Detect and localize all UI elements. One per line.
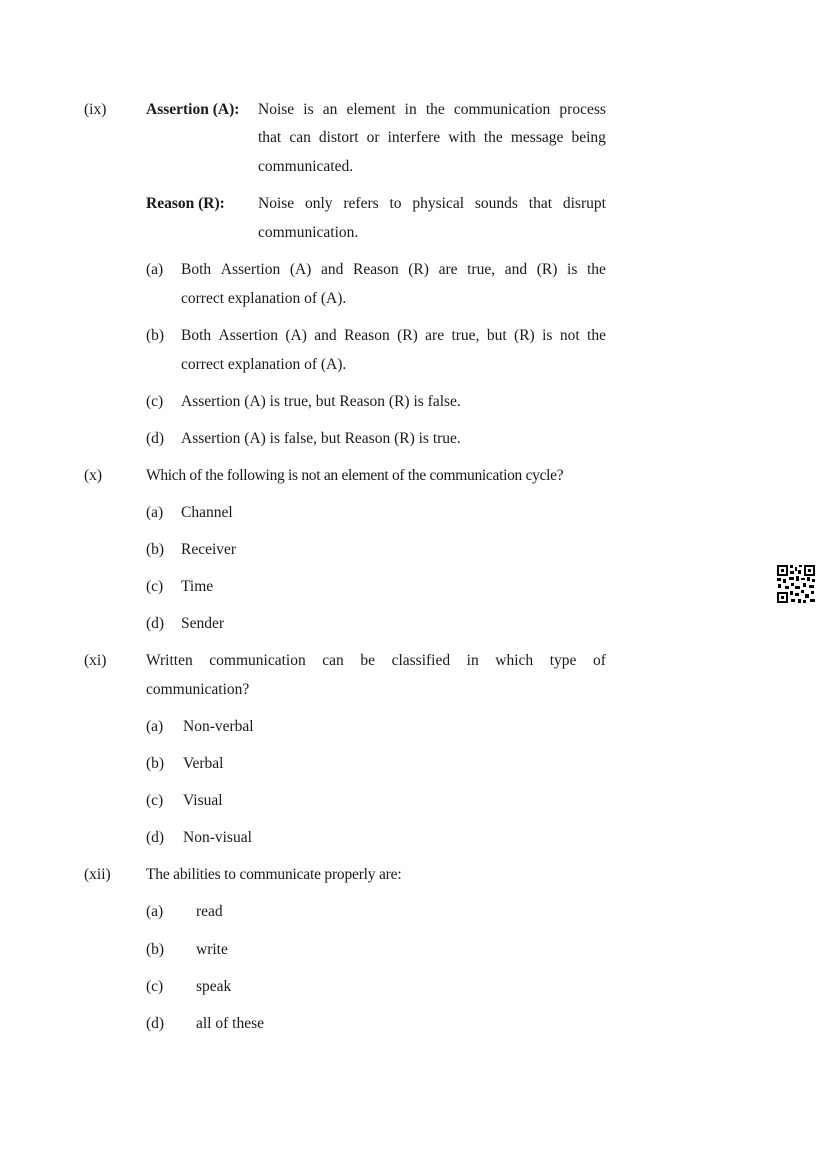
option-ix-b-line-2: correct explanation of (A). [181, 356, 347, 373]
option-letter-b: (b) [146, 941, 165, 958]
option-ix-a-line-1: Both Assertion (A) and Reason (R) are true, and (R) is the [181, 261, 606, 278]
option-letter-b: (b) [146, 541, 165, 558]
option-xi-c: Visual [183, 792, 223, 809]
question-number-xi: (xi) [84, 652, 107, 669]
option-xii-d: all of these [196, 1015, 265, 1032]
assertion-line-1: Noise is an element in the communication process [258, 101, 606, 118]
option-xii-a: read [196, 903, 223, 920]
option-xi-b: Verbal [183, 755, 224, 772]
reason-line-1: Noise only refers to physical sounds that disrupt [258, 195, 606, 212]
option-letter-d: (d) [146, 430, 165, 447]
qr-code-icon [776, 564, 816, 604]
option-letter-a: (a) [146, 903, 164, 920]
assertion-line-2: that can distort or interfere with the message being [258, 129, 606, 146]
option-letter-a: (a) [146, 261, 164, 278]
option-x-d: Sender [181, 615, 225, 632]
question-x-text: Which of the following is not an element of the communication cycle? [146, 467, 564, 484]
option-letter-c: (c) [146, 578, 164, 595]
option-xi-a: Non-verbal [183, 718, 254, 735]
assertion-label: Assertion (A): [146, 101, 240, 118]
assertion-line-3: communicated. [258, 158, 354, 175]
question-number-ix: (ix) [84, 101, 107, 118]
option-xii-c: speak [196, 978, 232, 995]
question-number-x: (x) [84, 467, 103, 484]
option-xi-d: Non-visual [183, 829, 252, 846]
option-x-c: Time [181, 578, 214, 595]
reason-line-2: communication. [258, 224, 359, 241]
option-letter-b: (b) [146, 327, 165, 344]
option-ix-c: Assertion (A) is true, but Reason (R) is false. [181, 393, 461, 410]
option-letter-c: (c) [146, 393, 164, 410]
option-x-a: Channel [181, 504, 233, 521]
option-ix-a-line-2: correct explanation of (A). [181, 290, 347, 307]
option-letter-c: (c) [146, 792, 164, 809]
reason-label: Reason (R): [146, 195, 225, 212]
option-letter-d: (d) [146, 1015, 165, 1032]
question-xii-text: The abilities to communicate properly are: [146, 866, 402, 883]
option-letter-d: (d) [146, 829, 165, 846]
option-letter-c: (c) [146, 978, 164, 995]
option-letter-d: (d) [146, 615, 165, 632]
option-xii-b: write [196, 941, 228, 958]
option-letter-a: (a) [146, 504, 164, 521]
option-letter-a: (a) [146, 718, 164, 735]
option-ix-d: Assertion (A) is false, but Reason (R) is true. [181, 430, 461, 447]
question-number-xii: (xii) [84, 866, 111, 883]
option-x-b: Receiver [181, 541, 237, 558]
question-xi-line-2: communication? [146, 681, 250, 698]
question-xi-line-1: Written communication can be classified in which type of [146, 652, 606, 669]
option-letter-b: (b) [146, 755, 165, 772]
option-ix-b-line-1: Both Assertion (A) and Reason (R) are true, but (R) is not the [181, 327, 606, 344]
